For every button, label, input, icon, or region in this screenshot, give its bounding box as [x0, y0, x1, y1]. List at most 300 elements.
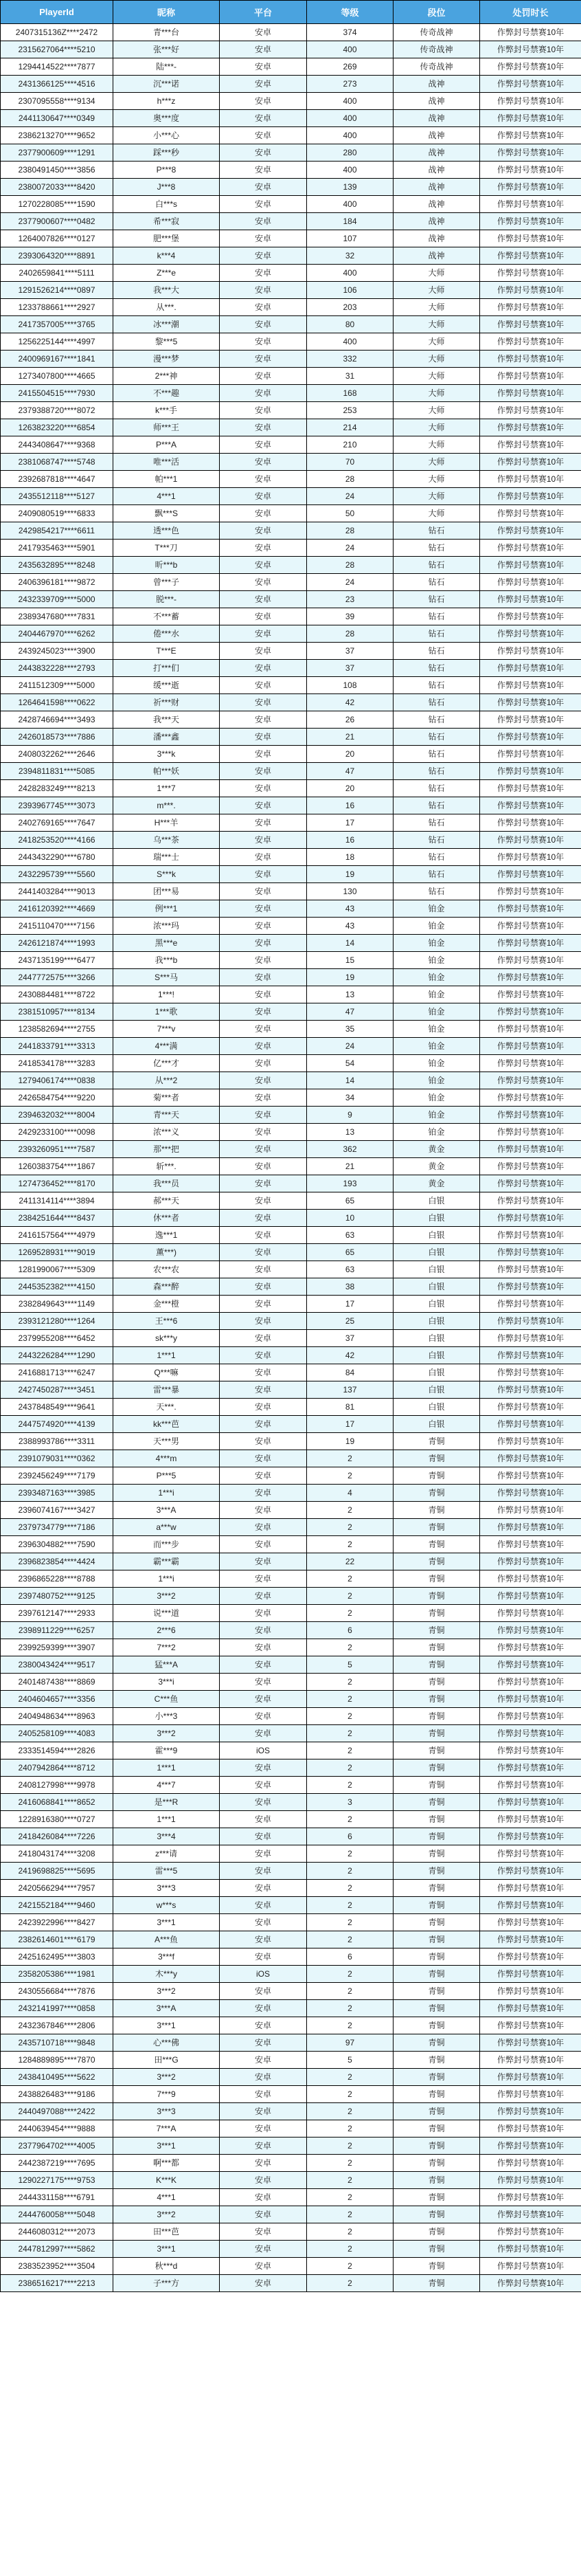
rank-cell: 青铜 [394, 1880, 480, 1897]
table-row [1, 1811, 581, 1828]
nickname-cell: 潘***鑫 [113, 729, 220, 746]
nickname-cell: K***K [113, 2172, 220, 2189]
platform-cell: 安卓 [220, 2120, 307, 2138]
rank-cell: 铂金 [394, 918, 480, 935]
player-id-cell: 1273407800****4665 [1, 368, 113, 385]
table-row [1, 763, 581, 780]
platform-cell: 安卓 [220, 1210, 307, 1227]
table-row [1, 76, 581, 93]
penalty-cell: 作弊封号禁赛10年 [480, 488, 581, 505]
nickname-cell: 肥***堡 [113, 230, 220, 247]
level-cell: 400 [307, 196, 394, 213]
nickname-cell: 1***1 [113, 1811, 220, 1828]
penalty-cell: 作弊封号禁赛10年 [480, 162, 581, 179]
nickname-cell: 郝***天 [113, 1192, 220, 1210]
level-cell: 2 [307, 2017, 394, 2034]
level-cell: 28 [307, 557, 394, 574]
nickname-cell: 薰***) [113, 1244, 220, 1261]
level-cell: 400 [307, 127, 394, 144]
nickname-cell: 倦***水 [113, 625, 220, 643]
table-row [1, 1725, 581, 1742]
player-id-cell: 2393260951****7587 [1, 1141, 113, 1158]
rank-cell: 青铜 [394, 1485, 480, 1502]
player-id-cell: 2432295739****5560 [1, 866, 113, 883]
player-id-cell: 1256225144****4997 [1, 333, 113, 351]
platform-cell: iOS [220, 1742, 307, 1759]
penalty-cell: 作弊封号禁赛10年 [480, 1588, 581, 1605]
penalty-cell: 作弊封号禁赛10年 [480, 1107, 581, 1124]
level-cell: 37 [307, 1330, 394, 1347]
player-id-cell: 1263823220****6854 [1, 419, 113, 436]
penalty-cell: 作弊封号禁赛10年 [480, 1536, 581, 1553]
nickname-cell: 陆***- [113, 58, 220, 76]
level-cell: 20 [307, 780, 394, 797]
rank-cell: 青铜 [394, 2138, 480, 2155]
platform-cell: 安卓 [220, 986, 307, 1003]
level-cell: 374 [307, 24, 394, 41]
player-id-cell: 2379734779****7186 [1, 1519, 113, 1536]
level-cell: 2 [307, 1880, 394, 1897]
penalty-cell: 作弊封号禁赛10年 [480, 1828, 581, 1845]
rank-cell: 白银 [394, 1192, 480, 1210]
nickname-cell: 亿***才 [113, 1055, 220, 1072]
nickname-cell: 3***2 [113, 2069, 220, 2086]
table-row [1, 1296, 581, 1313]
penalty-cell: 作弊封号禁赛10年 [480, 1931, 581, 1948]
platform-cell: 安卓 [220, 1674, 307, 1691]
penalty-cell: 作弊封号禁赛10年 [480, 935, 581, 952]
table-row [1, 694, 581, 711]
rank-cell: 大师 [394, 471, 480, 488]
player-id-cell: 2447574920****4139 [1, 1416, 113, 1433]
platform-cell: 安卓 [220, 282, 307, 299]
nickname-cell: 秋***d [113, 2258, 220, 2275]
table-row [1, 918, 581, 935]
rank-cell: 白银 [394, 1227, 480, 1244]
table-row [1, 574, 581, 591]
player-id-cell: 1233788661****2927 [1, 299, 113, 316]
table-row [1, 1605, 581, 1622]
platform-cell: 安卓 [220, 1553, 307, 1570]
nickname-cell: 7***A [113, 2120, 220, 2138]
level-cell: 280 [307, 144, 394, 162]
player-id-cell: 2380491450****3856 [1, 162, 113, 179]
rank-cell: 钻石 [394, 677, 480, 694]
table-row [1, 1914, 581, 1931]
penalty-cell: 作弊封号禁赛10年 [480, 1725, 581, 1742]
table-row [1, 1639, 581, 1656]
penalty-cell: 作弊封号禁赛10年 [480, 110, 581, 127]
nickname-cell: A***鱼 [113, 1931, 220, 1948]
penalty-cell: 作弊封号禁赛10年 [480, 2241, 581, 2258]
level-cell: 5 [307, 2052, 394, 2069]
penalty-cell: 作弊封号禁赛10年 [480, 1433, 581, 1450]
platform-cell: 安卓 [220, 780, 307, 797]
player-id-cell: 1290227175****9753 [1, 2172, 113, 2189]
rank-cell: 钻石 [394, 832, 480, 849]
table-row [1, 316, 581, 333]
nickname-cell: P***8 [113, 162, 220, 179]
penalty-cell: 作弊封号禁赛10年 [480, 540, 581, 557]
level-cell: 24 [307, 488, 394, 505]
nickname-cell: 啊***都 [113, 2155, 220, 2172]
player-id-cell: 2315627064****5210 [1, 41, 113, 58]
table-row [1, 351, 581, 368]
level-cell: 2 [307, 1450, 394, 1467]
nickname-cell: 小***心 [113, 127, 220, 144]
penalty-cell: 作弊封号禁赛10年 [480, 265, 581, 282]
player-id-cell: 2392456249****7179 [1, 1467, 113, 1485]
table-row [1, 1485, 581, 1502]
rank-cell: 黄金 [394, 1141, 480, 1158]
nickname-cell: 雷***暴 [113, 1381, 220, 1399]
table-row [1, 1141, 581, 1158]
penalty-cell: 作弊封号禁赛10年 [480, 2206, 581, 2223]
penalty-cell: 作弊封号禁赛10年 [480, 557, 581, 574]
level-cell: 273 [307, 76, 394, 93]
nickname-cell: 休***者 [113, 1210, 220, 1227]
penalty-cell: 作弊封号禁赛10年 [480, 2189, 581, 2206]
nickname-cell: 3***f [113, 1948, 220, 1966]
level-cell: 42 [307, 1347, 394, 1364]
table-row [1, 93, 581, 110]
nickname-cell: 王***6 [113, 1313, 220, 1330]
rank-cell: 白银 [394, 1313, 480, 1330]
level-cell: 210 [307, 436, 394, 454]
rank-cell: 大师 [394, 351, 480, 368]
table-row [1, 660, 581, 677]
table-row [1, 1656, 581, 1674]
rank-cell: 青铜 [394, 2103, 480, 2120]
table-row [1, 1536, 581, 1553]
level-cell: 70 [307, 454, 394, 471]
player-id-cell: 2435710718****9848 [1, 2034, 113, 2052]
level-cell: 16 [307, 832, 394, 849]
platform-cell: 安卓 [220, 1485, 307, 1502]
rank-cell: 黄金 [394, 1158, 480, 1175]
level-cell: 400 [307, 41, 394, 58]
nickname-cell: 1***! [113, 986, 220, 1003]
player-id-cell: 2377900609****1291 [1, 144, 113, 162]
rank-cell: 青铜 [394, 1639, 480, 1656]
rank-cell: 钻石 [394, 711, 480, 729]
level-cell: 37 [307, 643, 394, 660]
nickname-cell: Q***嘛 [113, 1364, 220, 1381]
player-id-cell: 2402769165****7647 [1, 814, 113, 832]
player-id-cell: 2438410495****5622 [1, 2069, 113, 2086]
penalty-cell: 作弊封号禁赛10年 [480, 58, 581, 76]
rank-cell: 大师 [394, 265, 480, 282]
penalty-cell: 作弊封号禁赛10年 [480, 1553, 581, 1570]
table-row [1, 1433, 581, 1450]
player-id-cell: 2407315136Z****2472 [1, 24, 113, 41]
rank-cell: 青铜 [394, 2241, 480, 2258]
table-row [1, 1330, 581, 1347]
penalty-cell: 作弊封号禁赛10年 [480, 1330, 581, 1347]
level-cell: 400 [307, 265, 394, 282]
penalty-cell: 作弊封号禁赛10年 [480, 1038, 581, 1055]
player-id-cell: 2427450287****3451 [1, 1381, 113, 1399]
player-id-cell: 2443408647****9368 [1, 436, 113, 454]
level-cell: 2 [307, 1742, 394, 1759]
rank-cell: 大师 [394, 402, 480, 419]
penalty-cell: 作弊封号禁赛10年 [480, 2034, 581, 2052]
level-cell: 193 [307, 1175, 394, 1192]
level-cell: 2 [307, 1708, 394, 1725]
nickname-cell: 森***醉 [113, 1278, 220, 1296]
penalty-cell: 作弊封号禁赛10年 [480, 93, 581, 110]
penalty-cell: 作弊封号禁赛10年 [480, 1055, 581, 1072]
nickname-cell: 从***. [113, 299, 220, 316]
table-row [1, 540, 581, 557]
rank-cell: 大师 [394, 385, 480, 402]
penalty-cell: 作弊封号禁赛10年 [480, 2069, 581, 2086]
player-id-cell: 2398911229****6257 [1, 1622, 113, 1639]
level-cell: 253 [307, 402, 394, 419]
nickname-cell: 我***员 [113, 1175, 220, 1192]
penalty-cell: 作弊封号禁赛10年 [480, 436, 581, 454]
player-id-cell: 2408127998****9978 [1, 1777, 113, 1794]
platform-cell: 安卓 [220, 643, 307, 660]
nickname-cell: 唯***活 [113, 454, 220, 471]
table-row [1, 1072, 581, 1089]
level-cell: 214 [307, 419, 394, 436]
rank-cell: 白银 [394, 1399, 480, 1416]
penalty-cell: 作弊封号禁赛10年 [480, 1244, 581, 1261]
table-row [1, 333, 581, 351]
platform-cell: 安卓 [220, 196, 307, 213]
platform-cell: 安卓 [220, 711, 307, 729]
nickname-cell: 2***6 [113, 1622, 220, 1639]
penalty-cell: 作弊封号禁赛10年 [480, 1759, 581, 1777]
penalty-cell: 作弊封号禁赛10年 [480, 1948, 581, 1966]
nickname-cell: 木***y [113, 1966, 220, 1983]
table-row [1, 402, 581, 419]
level-cell: 2 [307, 2120, 394, 2138]
table-row [1, 1278, 581, 1296]
platform-cell: 安卓 [220, 1313, 307, 1330]
table-row [1, 2223, 581, 2241]
level-cell: 2 [307, 2223, 394, 2241]
player-id-cell: 2394632032****8004 [1, 1107, 113, 1124]
player-id-cell: 2404948634****8963 [1, 1708, 113, 1725]
rank-cell: 钻石 [394, 574, 480, 591]
table-row [1, 213, 581, 230]
penalty-cell: 作弊封号禁赛10年 [480, 368, 581, 385]
nickname-cell: 7***2 [113, 1639, 220, 1656]
penalty-cell: 作弊封号禁赛10年 [480, 402, 581, 419]
level-cell: 13 [307, 986, 394, 1003]
penalty-cell: 作弊封号禁赛10年 [480, 574, 581, 591]
player-id-cell: 2418426084****7226 [1, 1828, 113, 1845]
penalty-cell: 作弊封号禁赛10年 [480, 780, 581, 797]
penalty-cell: 作弊封号禁赛10年 [480, 1364, 581, 1381]
table-row [1, 1502, 581, 1519]
nickname-cell: J***8 [113, 179, 220, 196]
platform-cell: 安卓 [220, 2206, 307, 2223]
table-row [1, 643, 581, 660]
penalty-cell: 作弊封号禁赛10年 [480, 1622, 581, 1639]
platform-cell: 安卓 [220, 1089, 307, 1107]
player-id-cell: 2416120392****4669 [1, 900, 113, 918]
player-id-cell: 2418534178****3283 [1, 1055, 113, 1072]
rank-cell: 青铜 [394, 2086, 480, 2103]
nickname-cell: 田***芭 [113, 2223, 220, 2241]
nickname-cell: 3***i [113, 1674, 220, 1691]
level-cell: 17 [307, 1416, 394, 1433]
platform-cell: 安卓 [220, 2275, 307, 2292]
platform-cell: 安卓 [220, 471, 307, 488]
level-cell: 2 [307, 2138, 394, 2155]
platform-cell: 安卓 [220, 591, 307, 608]
nickname-cell: 团***易 [113, 883, 220, 900]
platform-cell: 安卓 [220, 1983, 307, 2000]
level-cell: 2 [307, 2069, 394, 2086]
platform-cell: 安卓 [220, 265, 307, 282]
rank-cell: 青铜 [394, 1588, 480, 1605]
platform-cell: 安卓 [220, 93, 307, 110]
player-id-cell: 2358205386****1981 [1, 1966, 113, 1983]
rank-cell: 青铜 [394, 1725, 480, 1742]
nickname-cell: 是***R [113, 1794, 220, 1811]
player-id-cell: 1291526214****0897 [1, 282, 113, 299]
rank-cell: 青铜 [394, 2223, 480, 2241]
level-cell: 25 [307, 1313, 394, 1330]
table-row [1, 2258, 581, 2275]
player-id-cell: 2421552184****9460 [1, 1897, 113, 1914]
nickname-cell: w***s [113, 1897, 220, 1914]
table-row [1, 1897, 581, 1914]
nickname-cell: 3***4 [113, 1828, 220, 1845]
nickname-cell: 7***v [113, 1021, 220, 1038]
rank-cell: 钻石 [394, 849, 480, 866]
nickname-cell: 斩***. [113, 1158, 220, 1175]
level-cell: 400 [307, 93, 394, 110]
platform-cell: 安卓 [220, 1931, 307, 1948]
table-row [1, 1845, 581, 1863]
platform-cell: 安卓 [220, 900, 307, 918]
nickname-cell: 例***1 [113, 900, 220, 918]
platform-cell: 安卓 [220, 1399, 307, 1416]
platform-cell: 安卓 [220, 368, 307, 385]
table-row [1, 866, 581, 883]
player-id-cell: 2429854217****6611 [1, 522, 113, 540]
penalty-cell: 作弊封号禁赛10年 [480, 2155, 581, 2172]
rank-cell: 青铜 [394, 1622, 480, 1639]
table-row [1, 1003, 581, 1021]
level-cell: 6 [307, 1828, 394, 1845]
table-row [1, 729, 581, 746]
rank-cell: 青铜 [394, 2206, 480, 2223]
penalty-cell: 作弊封号禁赛10年 [480, 1811, 581, 1828]
level-cell: 14 [307, 935, 394, 952]
header-level: 等级 [307, 1, 394, 24]
player-id-cell: 2397480752****9125 [1, 1588, 113, 1605]
player-id-cell: 2377964702****4005 [1, 2138, 113, 2155]
player-id-cell: 2444331158****6791 [1, 2189, 113, 2206]
platform-cell: 安卓 [220, 1261, 307, 1278]
platform-cell: 安卓 [220, 1948, 307, 1966]
rank-cell: 铂金 [394, 1107, 480, 1124]
table-row [1, 1038, 581, 1055]
level-cell: 28 [307, 471, 394, 488]
rank-cell: 青铜 [394, 1450, 480, 1467]
player-id-cell: 1294414522****7877 [1, 58, 113, 76]
platform-cell: 安卓 [220, 333, 307, 351]
platform-cell: 安卓 [220, 625, 307, 643]
nickname-cell: 打***们 [113, 660, 220, 677]
nickname-cell: 3***3 [113, 1880, 220, 1897]
penalty-cell: 作弊封号禁赛10年 [480, 1605, 581, 1622]
level-cell: 10 [307, 1210, 394, 1227]
penalty-cell: 作弊封号禁赛10年 [480, 2086, 581, 2103]
level-cell: 80 [307, 316, 394, 333]
level-cell: 139 [307, 179, 394, 196]
nickname-cell: C***鱼 [113, 1691, 220, 1708]
platform-cell: 安卓 [220, 127, 307, 144]
penalty-cell: 作弊封号禁赛10年 [480, 2000, 581, 2017]
penalty-cell: 作弊封号禁赛10年 [480, 2138, 581, 2155]
level-cell: 2 [307, 2241, 394, 2258]
rank-cell: 传奇战神 [394, 58, 480, 76]
player-id-cell: 2405258109****4083 [1, 1725, 113, 1742]
table-row [1, 1794, 581, 1811]
level-cell: 2 [307, 1845, 394, 1863]
platform-cell: 安卓 [220, 883, 307, 900]
player-id-cell: 2396823854****4424 [1, 1553, 113, 1570]
level-cell: 35 [307, 1021, 394, 1038]
table-row [1, 746, 581, 763]
rank-cell: 青铜 [394, 1502, 480, 1519]
table-row [1, 2103, 581, 2120]
penalty-cell: 作弊封号禁赛10年 [480, 711, 581, 729]
table-row [1, 2172, 581, 2189]
penalty-cell: 作弊封号禁赛10年 [480, 333, 581, 351]
platform-cell: 安卓 [220, 1124, 307, 1141]
table-row [1, 247, 581, 265]
nickname-cell: 金***橙 [113, 1296, 220, 1313]
nickname-cell: 子***方 [113, 2275, 220, 2292]
player-id-cell: 2307095558****9134 [1, 93, 113, 110]
rank-cell: 白银 [394, 1278, 480, 1296]
platform-cell: 安卓 [220, 1192, 307, 1210]
table-row [1, 1983, 581, 2000]
level-cell: 2 [307, 1759, 394, 1777]
player-id-cell: 2391079031****0362 [1, 1450, 113, 1467]
penalty-cell: 作弊封号禁赛10年 [480, 1227, 581, 1244]
table-row [1, 282, 581, 299]
penalty-cell: 作弊封号禁赛10年 [480, 505, 581, 522]
player-id-cell: 2396304882****7590 [1, 1536, 113, 1553]
rank-cell: 青铜 [394, 1931, 480, 1948]
player-id-cell: 2442387219****7695 [1, 2155, 113, 2172]
rank-cell: 青铜 [394, 2120, 480, 2138]
nickname-cell: 漫***梦 [113, 351, 220, 368]
table-body [1, 24, 581, 2292]
table-row [1, 1347, 581, 1364]
penalty-cell: 作弊封号禁赛10年 [480, 746, 581, 763]
level-cell: 362 [307, 1141, 394, 1158]
penalty-cell: 作弊封号禁赛10年 [480, 1777, 581, 1794]
rank-cell: 青铜 [394, 2000, 480, 2017]
rank-cell: 青铜 [394, 1828, 480, 1845]
platform-cell: iOS [220, 1966, 307, 1983]
player-id-cell: 2417357005****3765 [1, 316, 113, 333]
rank-cell: 钻石 [394, 814, 480, 832]
nickname-cell: 心***佛 [113, 2034, 220, 2052]
level-cell: 15 [307, 952, 394, 969]
level-cell: 9 [307, 1107, 394, 1124]
